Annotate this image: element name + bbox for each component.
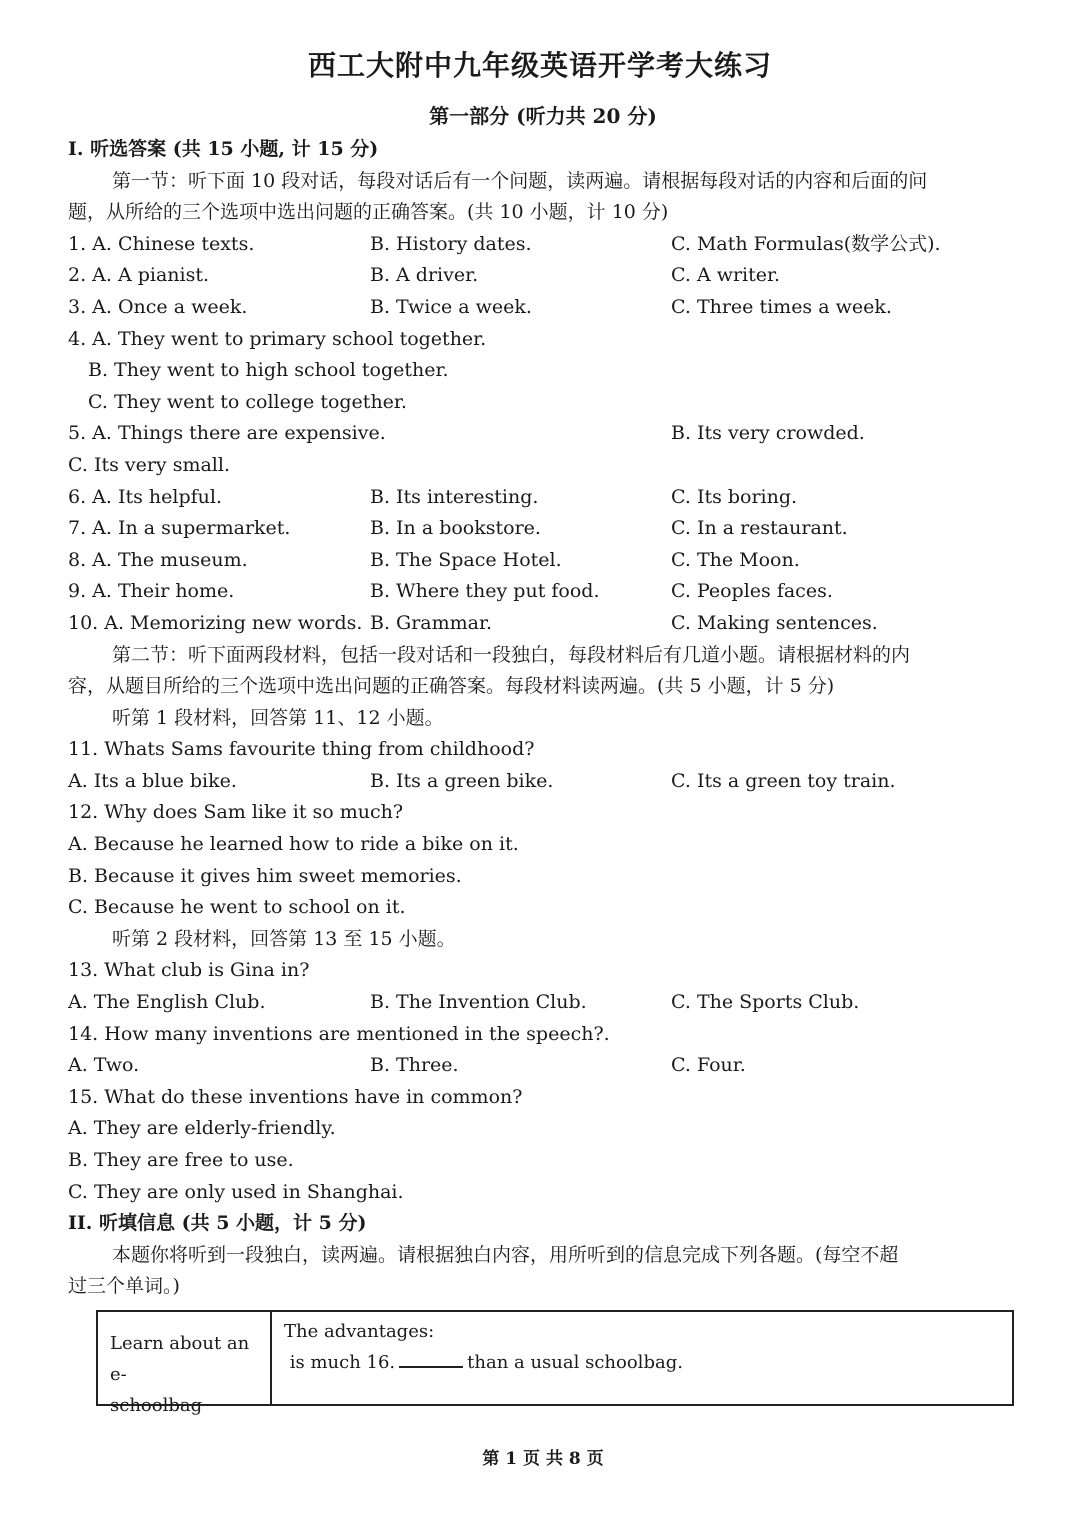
- q8-option-a: 8. A. The museum.: [68, 548, 248, 571]
- part-subtitle: 第一部分 (听力共 20 分): [429, 104, 657, 128]
- q5-option-c: C. Its very small.: [68, 453, 230, 476]
- q4-option-a: 4. A. They went to primary school together.: [68, 327, 487, 350]
- topic-line-2: schoolbag: [110, 1395, 203, 1416]
- q2-option-a: 2. A. A pianist.: [68, 264, 210, 287]
- question-13-options: [68, 987, 1018, 1019]
- q7-option-c: C. In a restaurant.: [671, 517, 848, 540]
- q11-option-c: C. Its a green toy train.: [671, 769, 896, 792]
- q15-option-a: A. They are elderly-friendly.: [68, 1117, 336, 1140]
- part2-instruction-2: 容，从题目所给的三个选项中选出问题的正确答案。每段材料读两遍。(共 5 小题，计 5 分): [68, 675, 835, 698]
- q12-option-c: C. Because he went to school on it.: [68, 896, 406, 919]
- blank-16-prefix: is much 16.: [289, 1352, 396, 1373]
- material-1-note: 听第 1 段材料，回答第 11、12 小题。: [112, 706, 444, 729]
- q14-option-a: A. Two.: [68, 1054, 140, 1077]
- question-1: [68, 229, 1018, 261]
- q4-option-c: C. They went to college together.: [88, 390, 407, 413]
- q12-stem: 12. Why does Sam like it so much?: [68, 801, 404, 824]
- q15-option-c: C. They are only used in Shanghai.: [68, 1180, 404, 1203]
- q7-option-b: B. In a bookstore.: [370, 517, 541, 540]
- section1-heading: I. 听选答案 (共 15 小题, 计 15 分): [68, 138, 379, 160]
- q11-option-b: B. Its a green bike.: [370, 769, 554, 792]
- q15-stem: 15. What do these inventions have in common?: [68, 1085, 523, 1108]
- q8-option-c: C. The Moon.: [671, 548, 800, 571]
- answer-blank-16[interactable]: [399, 1350, 463, 1368]
- q4-option-b: B. They went to high school together.: [88, 359, 449, 382]
- info-table: [96, 1310, 1014, 1416]
- part2-instruction-1: 第二节：听下面两段材料，包括一段对话和一段独白，每段材料后有几道小题。请根据材料的内: [112, 643, 911, 666]
- question-11-options: [68, 766, 1018, 798]
- q11-stem: 11. Whats Sams favourite thing from childhood?: [68, 738, 535, 761]
- question-14-options: [68, 1050, 1018, 1082]
- q6-option-b: B. Its interesting.: [370, 485, 539, 508]
- q15-option-b: B. They are free to use.: [68, 1149, 294, 1171]
- q2-option-b: B. A driver.: [370, 264, 479, 287]
- q1-option-c: C. Math Formulas(数学公式).: [671, 232, 941, 255]
- q5-option-a: 5. A. Things there are expensive.: [68, 422, 386, 445]
- section2-instruction-1: 本题你将听到一段独白，读两遍。请根据独白内容，用所听到的信息完成下列各题。(每空不超: [112, 1243, 899, 1266]
- q14-option-b: B. Three.: [370, 1054, 459, 1077]
- exam-body: [68, 134, 1018, 1303]
- question-9: [68, 576, 1018, 608]
- q3-option-c: C. Three times a week.: [671, 295, 892, 318]
- advantages-label: The advantages:: [284, 1321, 435, 1342]
- section2-instruction-2: 过三个单词。): [68, 1275, 180, 1298]
- part1-instruction-1: 第一节：听下面 10 段对话，每段对话后有一个问题，读两遍。请根据每段对话的内容和后面的问: [112, 169, 928, 192]
- question-6: [68, 482, 1018, 514]
- q9-option-c: C. Peoples faces.: [671, 580, 833, 603]
- q9-option-a: 9. A. Their home.: [68, 580, 235, 603]
- q6-option-a: 6. A. Its helpful.: [68, 485, 223, 508]
- question-8: [68, 545, 1018, 577]
- material-2-note: 听第 2 段材料，回答第 13 至 15 小题。: [112, 927, 456, 950]
- q5-option-b: B. Its very crowded.: [671, 422, 865, 445]
- q8-option-b: B. The Space Hotel.: [370, 548, 562, 571]
- q12-option-a: A. Because he learned how to ride a bike on it.: [68, 833, 519, 856]
- q14-stem: 14. How many inventions are mentioned in the speech?.: [68, 1022, 610, 1045]
- question-7: [68, 513, 1018, 545]
- q10-option-c: C. Making sentences.: [671, 611, 878, 634]
- table-content-cell: [272, 1312, 1012, 1408]
- q13-option-a: A. The English Club.: [68, 991, 266, 1014]
- q3-option-a: 3. A. Once a week.: [68, 295, 248, 318]
- q13-option-c: C. The Sports Club.: [671, 991, 860, 1014]
- q14-option-c: C. Four.: [671, 1054, 746, 1077]
- question-3: [68, 292, 1018, 324]
- q6-option-c: C. Its boring.: [671, 485, 798, 508]
- question-10: [68, 608, 1018, 640]
- blank-16-suffix: than a usual schoolbag.: [467, 1352, 683, 1373]
- question-2: [68, 260, 1018, 292]
- part1-instruction-2: 题，从所给的三个选项中选出问题的正确答案。(共 10 小题，计 10 分): [68, 201, 669, 224]
- section2-heading: II. 听填信息 (共 5 小题，计 5 分): [68, 1212, 367, 1235]
- q10-option-a: 10. A. Memorizing new words.: [68, 611, 363, 634]
- q7-option-a: 7. A. In a supermarket.: [68, 517, 291, 540]
- table-topic-cell: [98, 1312, 272, 1416]
- topic-line-1: Learn about an e-: [110, 1333, 250, 1385]
- q1-option-a: 1. A. Chinese texts.: [68, 232, 255, 255]
- q13-stem: 13. What club is Gina in?: [68, 959, 310, 982]
- q13-option-b: B. The Invention Club.: [370, 991, 587, 1014]
- q10-option-b: B. Grammar.: [370, 611, 493, 634]
- q11-option-a: A. Its a blue bike.: [68, 769, 237, 792]
- page-number: 第 1 页 共 8 页: [482, 1449, 604, 1469]
- q2-option-c: C. A writer.: [671, 264, 781, 287]
- q9-option-b: B. Where they put food.: [370, 580, 600, 603]
- q12-option-b: B. Because it gives him sweet memories.: [68, 864, 462, 887]
- q3-option-b: B. Twice a week.: [370, 295, 532, 318]
- page-title: 西工大附中九年级英语开学考大练习: [307, 49, 772, 82]
- question-5: [68, 418, 1018, 450]
- q1-option-b: B. History dates.: [370, 232, 532, 255]
- blank-16-line: [284, 1347, 1012, 1378]
